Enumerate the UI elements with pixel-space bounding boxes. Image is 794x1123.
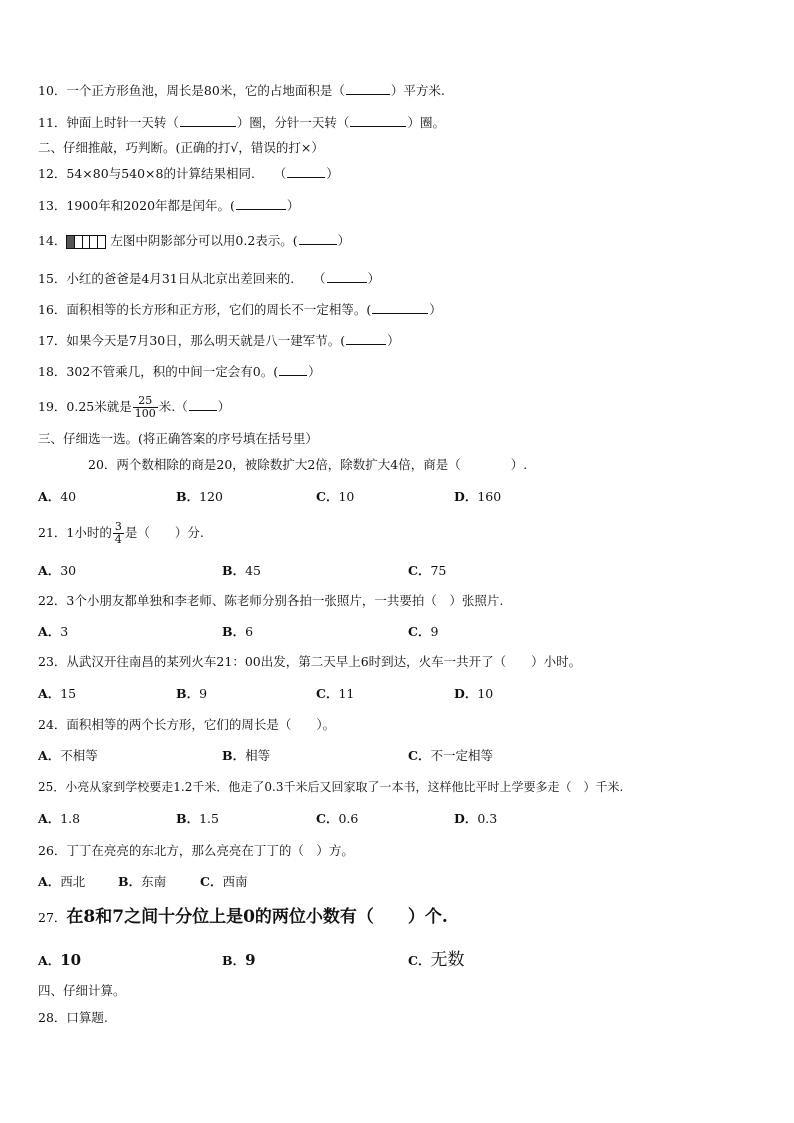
grid-cell (83, 236, 91, 248)
option-letter: A． (38, 489, 61, 504)
question-number: 24． (38, 717, 67, 732)
question-text: ） (367, 271, 381, 286)
option-value: 40 (60, 489, 77, 504)
grid-cell (98, 236, 106, 248)
option-value: 3 (60, 624, 69, 639)
answer-blank[interactable] (299, 232, 337, 245)
question-text: 54×80与540×8的计算结果相同. （ (66, 166, 287, 181)
option-letter: B． (222, 563, 246, 578)
option-value: 15 (60, 686, 77, 701)
question-text: 丁丁在亮亮的东北方，那么亮亮在丁丁的（ ）方。 (66, 843, 354, 858)
fraction-numerator: 25 (133, 395, 158, 408)
option-letter: B． (222, 748, 246, 763)
section-title: 三、仔细选一选。(将正确答案的序号填在括号里） (38, 431, 318, 446)
option-value: 9 (245, 951, 256, 969)
option-letter: B． (222, 624, 246, 639)
option-value: 11 (338, 686, 355, 701)
answer-blank[interactable] (236, 197, 286, 210)
question-19 (38, 392, 764, 422)
option-value: 10 (338, 489, 355, 504)
option-b[interactable] (118, 873, 166, 891)
question-text: 米.（ (158, 399, 188, 414)
option-value: 120 (199, 489, 223, 504)
option-d[interactable] (454, 488, 501, 506)
question-27 (38, 905, 764, 930)
question-number: 15． (38, 271, 67, 286)
option-letter: A． (38, 624, 61, 639)
option-a[interactable] (38, 873, 85, 891)
option-a[interactable] (38, 562, 76, 580)
question-text: 是（ ）分. (124, 525, 204, 540)
option-value: 无数 (430, 950, 465, 970)
question-number: 21． (38, 525, 67, 540)
question-number: 14． (38, 233, 67, 248)
question-number: 16． (38, 302, 67, 317)
question-text: 在8和7之间十分位上是0的两位小数有（ ）个. (66, 907, 448, 927)
question-24 (38, 716, 764, 734)
fraction-numerator: 3 (114, 520, 122, 533)
question-13 (38, 197, 764, 215)
question-text: ） (286, 198, 300, 213)
question-18 (38, 363, 764, 381)
option-value: 9 (430, 624, 439, 639)
option-value: 75 (430, 563, 447, 578)
question-number: 11． (38, 115, 67, 130)
question-number: 19． (38, 399, 67, 414)
question-number: 10． (38, 83, 67, 98)
fraction-denominator: 4 (114, 533, 122, 546)
question-text: ） (387, 333, 400, 348)
question-text: ）圈。 (407, 115, 445, 130)
question-number: 23． (38, 654, 67, 669)
option-c[interactable] (200, 873, 247, 891)
option-value: 30 (60, 563, 77, 578)
option-a[interactable] (38, 948, 81, 973)
option-value: 东南 (141, 874, 167, 889)
question-number: 25． (38, 780, 66, 794)
question-22 (38, 592, 764, 610)
question-text: 一个正方形鱼池，周长是80米，它的占地面积是（ (66, 83, 345, 98)
option-value: 0.6 (338, 811, 359, 826)
option-c[interactable] (408, 623, 438, 641)
option-letter: D． (454, 811, 478, 826)
question-text: 面积相等的长方形和正方形，它们的周长不一定相等。( (66, 302, 372, 317)
option-letter: B． (176, 489, 200, 504)
option-letter: A． (38, 748, 61, 763)
question-text: 小红的爸爸是4月31日从北京出差回来的. （ (66, 271, 326, 286)
question-text: ）平方米. (390, 83, 445, 98)
question-text: ） (429, 302, 442, 317)
option-value: 西南 (222, 874, 248, 889)
option-c[interactable] (316, 810, 358, 828)
question-text: 3个小朋友都单独和李老师、陈老师分别各拍一张照片，一共要拍（ ）张照片. (66, 593, 504, 608)
question-text: ） (217, 399, 231, 414)
question-text: ） (337, 233, 351, 248)
option-letter: C． (408, 953, 431, 968)
option-b[interactable] (176, 685, 207, 703)
option-value: 45 (245, 563, 261, 578)
question-21 (38, 518, 764, 548)
fraction (113, 521, 124, 546)
fraction (133, 395, 158, 420)
answer-blank[interactable] (287, 165, 325, 178)
option-value: 1.5 (199, 811, 219, 826)
option-b[interactable] (222, 948, 256, 973)
option-b[interactable] (176, 810, 219, 828)
question-text: 302不管乘几，积的中间一定会有0。( (66, 364, 279, 379)
option-letter: C． (408, 748, 431, 763)
option-value: 9 (199, 686, 208, 701)
option-a[interactable] (38, 810, 80, 828)
question-text: 从武汉开往南昌的某列火车21：00出发，第二天早上6时到达，火车一共开了（ ）小时。 (66, 654, 582, 669)
option-letter: D． (454, 489, 478, 504)
option-c[interactable] (316, 685, 354, 703)
question-15 (38, 270, 764, 288)
answer-blank[interactable] (189, 398, 217, 411)
option-c[interactable] (408, 747, 493, 765)
answer-blank[interactable] (350, 114, 406, 127)
option-letter: C． (408, 624, 431, 639)
question-10 (38, 82, 764, 100)
section-title: 二、仔细推敲，巧判断。(正确的打√，错误的打×） (38, 140, 324, 155)
question-number: 18． (38, 364, 67, 379)
question-text: 1小时的 (66, 525, 112, 540)
question-text: 1900年和2020年都是闰年。( (66, 198, 235, 213)
option-value: 1.8 (60, 811, 81, 826)
answer-blank[interactable] (346, 82, 390, 95)
question-number: 28． (38, 1010, 67, 1025)
question-16 (38, 301, 764, 319)
option-letter: C． (316, 686, 339, 701)
shaded-grid-figure (66, 235, 106, 249)
option-letter: C． (408, 563, 431, 578)
question-number: 17． (38, 333, 67, 348)
option-value: 不相等 (60, 748, 98, 763)
section-heading-3 (38, 430, 764, 448)
option-value: 10 (477, 686, 494, 701)
question-26 (38, 842, 764, 860)
option-value: 不一定相等 (430, 748, 493, 763)
option-letter: C． (200, 874, 223, 889)
question-23 (38, 653, 764, 671)
option-b[interactable] (222, 747, 270, 765)
question-text: 0.25米就是 (66, 399, 132, 414)
option-letter: A． (38, 953, 61, 968)
option-letter: B． (118, 874, 142, 889)
option-value: 10 (60, 951, 82, 969)
option-letter: A． (38, 686, 61, 701)
question-14 (38, 232, 764, 250)
question-17 (38, 332, 764, 350)
section-heading-2 (38, 139, 764, 157)
option-letter: A． (38, 563, 61, 578)
option-a[interactable] (38, 488, 76, 506)
question-25 (38, 778, 764, 796)
question-number: 12． (38, 166, 67, 181)
question-number: 27． (38, 910, 67, 925)
grid-cell (67, 236, 75, 248)
question-text: 钟面上时针一天转（ (66, 115, 179, 130)
question-text: 小亮从家到学校要走1.2千米．他走了0.3千米后又回家取了一本书，这样他比平时上学要多走（ ）千米. (65, 780, 624, 794)
question-number: 13． (38, 198, 67, 213)
section-title: 四、仔细计算。 (38, 983, 126, 998)
option-letter: B． (176, 811, 200, 826)
answer-blank[interactable] (346, 332, 386, 345)
question-28 (38, 1009, 764, 1027)
question-text: 两个数相除的商是20，被除数扩大2倍，除数扩大4倍，商是（ ）. (116, 457, 528, 472)
option-d[interactable] (454, 810, 497, 828)
option-c[interactable] (316, 488, 354, 506)
option-value: 西北 (60, 874, 86, 889)
question-number: 26． (38, 843, 67, 858)
option-b[interactable] (222, 623, 253, 641)
question-11 (38, 114, 764, 132)
question-12 (38, 165, 764, 183)
answer-blank[interactable] (372, 301, 428, 314)
question-text: ）圈，分针一天转（ (236, 115, 350, 130)
question-number: 22． (38, 593, 67, 608)
question-text: 口算题. (66, 1010, 108, 1025)
option-letter: A． (38, 811, 61, 826)
question-text: ） (308, 364, 321, 379)
option-c[interactable] (408, 562, 446, 580)
option-a[interactable] (38, 623, 68, 641)
option-letter: C． (316, 811, 339, 826)
option-b[interactable] (222, 562, 261, 580)
question-number: 20． (88, 457, 117, 472)
option-c[interactable] (408, 948, 464, 973)
option-letter: B． (176, 686, 200, 701)
option-letter: C． (316, 489, 339, 504)
section-heading-4 (38, 982, 764, 1000)
answer-blank[interactable] (279, 363, 307, 376)
option-value: 6 (245, 624, 254, 639)
option-a[interactable] (38, 685, 76, 703)
option-value: 160 (477, 489, 502, 504)
grid-cell (90, 236, 98, 248)
option-letter: D． (454, 686, 478, 701)
question-text: 如果今天是7月30日，那么明天就是八一建军节。( (66, 333, 346, 348)
question-text: ） (326, 166, 339, 181)
option-value: 相等 (245, 748, 271, 763)
option-b[interactable] (176, 488, 223, 506)
option-letter: B． (222, 953, 246, 968)
fraction-denominator: 100 (134, 407, 156, 420)
option-a[interactable] (38, 747, 98, 765)
option-letter: A． (38, 874, 61, 889)
question-20 (88, 456, 764, 474)
grid-cell (75, 236, 83, 248)
question-text: 面积相等的两个长方形，它们的周长是（ ）。 (66, 717, 336, 732)
question-text: 左图中阴影部分可以用0.2表示。( (110, 233, 298, 248)
answer-blank[interactable] (180, 114, 236, 127)
option-d[interactable] (454, 685, 493, 703)
answer-blank[interactable] (327, 270, 367, 283)
option-value: 0.3 (477, 811, 498, 826)
